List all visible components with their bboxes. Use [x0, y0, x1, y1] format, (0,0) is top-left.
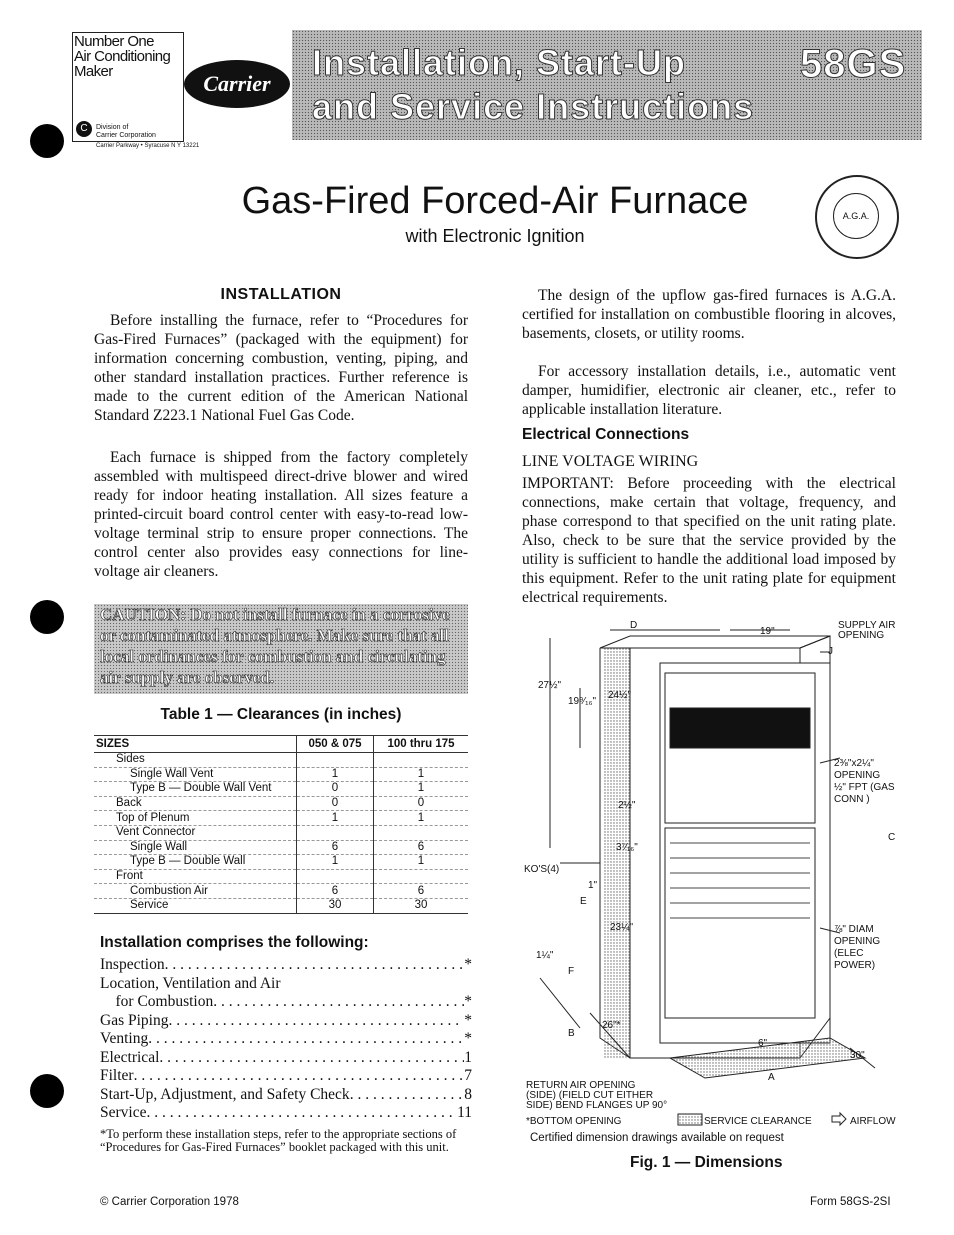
banner-line-2: and Service Instructions — [312, 86, 755, 127]
toc-item: Filter . . . 7 — [100, 1067, 472, 1086]
dim-label: 2⅜"x2¼" — [834, 758, 874, 769]
legend-bottom-opening: *BOTTOM OPENING — [526, 1116, 622, 1127]
table-row: Type B — Double Wall 1 1 — [94, 855, 468, 870]
dim-label: 26"* — [602, 1020, 621, 1031]
maker-text — [74, 34, 182, 79]
furnace-dimension-diagram — [520, 618, 900, 1130]
dim-label: POWER) — [834, 960, 876, 971]
caution-text: CAUTION: Do not install furnace in a corrosive or contaminated atmosphere. Make sure that all local ordinances for combustion and circulating air supply are observed. — [100, 605, 450, 687]
division-text: Division of Carrier Corporation — [96, 124, 156, 139]
line-voltage-heading: LINE VOLTAGE WIRING — [522, 453, 699, 470]
installation-para-2: Each furnace is shipped from the factory completely assembled with multispeed direct-drive blower and wired ready for indoor heating installation. All sizes feature a printed-circuit board control center with easy-to-read low-voltage terminal strip to ensure proper connections. The control center also provides easy connections for line-voltage air cleaners. — [94, 449, 468, 580]
dim-label: 3⁷⁄₁₆" — [616, 842, 638, 853]
punch-hole — [30, 1074, 64, 1108]
toc-item: Start-Up, Adjustment, and Safety Check . . . 8 — [100, 1086, 472, 1105]
design-para: The design of the upflow gas-fired furnaces is A.G.A. certified for installation on combustible flooring in alcoves, basements, closets, or utility rooms. — [522, 287, 896, 342]
dim-label: OPENING — [834, 936, 881, 947]
dim-label: E — [580, 896, 587, 907]
comprises-heading: Installation comprises the following: — [100, 934, 369, 951]
toc-item: Service . . . 11 — [100, 1104, 472, 1123]
title-banner — [292, 30, 922, 140]
toc-list — [100, 956, 472, 1123]
toc-item: Location, Ventilation and Air — [100, 974, 281, 992]
dim-label: C — [888, 832, 896, 843]
copyright: © Carrier Corporation 1978 — [100, 1196, 239, 1208]
dim-label: CONN ) — [834, 794, 870, 805]
maker-line: Maker — [74, 63, 113, 80]
table-row: Service 30 30 — [94, 898, 468, 913]
punch-hole — [30, 124, 64, 158]
electrical-heading: Electrical Connections — [522, 426, 690, 443]
toc-item: Venting . . . * — [100, 1030, 472, 1049]
toc-item: for Combustion . . . * — [100, 993, 472, 1012]
table-row: Single Wall Vent 1 1 — [94, 767, 468, 782]
accessory-para: For accessory installation details, i.e., automatic vent damper, humidifier, electronic air cleaner, etc., refer to applicable installation literature. — [522, 363, 896, 418]
dim-label: 1" — [588, 880, 598, 891]
dim-label: OPENING — [838, 630, 885, 641]
legend-airflow: AIRFLOW — [850, 1116, 896, 1127]
dim-label: J — [828, 646, 833, 657]
dim-label: 19⁹⁄₁₆" — [568, 696, 597, 707]
toc-item: Inspection . . . * — [100, 956, 472, 975]
table-header: 050 & 075 — [297, 736, 374, 753]
important-para: IMPORTANT: Before proceeding with the electrical connections, make certain that voltage, frequency, and phase correspond to that specified on the unit rating plate. Also, check to be sure that the service provided by the utility is sufficient to handle the additional load imposed by this equipment. Refer to the unit rating plate for equipment electrical requirements. — [522, 475, 896, 606]
aga-seal-center: A.G.A. — [833, 193, 879, 239]
dim-label: 30" — [850, 1050, 865, 1061]
dim-label: 23¼" — [610, 922, 634, 933]
dim-label: 2½" — [618, 800, 636, 811]
figure-caption: Fig. 1 — Dimensions — [630, 1154, 783, 1171]
dim-label: SUPPLY AIR — [838, 620, 896, 631]
punch-hole — [30, 600, 64, 634]
dim-label: KO'S(4) — [524, 864, 560, 875]
page-title: Gas-Fired Forced-Air Furnace — [241, 180, 749, 222]
form-number: Form 58GS-2SI — [810, 1196, 891, 1208]
table-row: Top of Plenum 1 1 — [94, 811, 468, 826]
dim-label: D — [630, 620, 638, 631]
dim-label: 24½" — [608, 690, 632, 701]
table-header-row — [94, 736, 468, 753]
toc-item: Electrical . . . 1 — [100, 1049, 472, 1068]
dim-label: ½" FPT (GAS — [834, 782, 895, 793]
table-row: Single Wall 6 6 — [94, 840, 468, 855]
airflow-arrow-icon — [832, 1113, 846, 1125]
table-title: Table 1 — Clearances (in inches) — [160, 706, 402, 723]
dim-label: ⅞" DIAM — [834, 924, 874, 935]
dim-label: OPENING — [834, 770, 881, 781]
table-row: Sides — [94, 753, 468, 768]
dim-label: 6" — [758, 1038, 768, 1049]
dim-label: SIDE) BEND FLANGES UP 90° — [526, 1100, 668, 1111]
table-row: Combustion Air 6 6 — [94, 884, 468, 899]
table-row: Vent Connector — [94, 825, 468, 840]
dim-label: (ELEC — [834, 948, 864, 959]
table-row: Back 0 0 — [94, 796, 468, 811]
legend-service-clearance: SERVICE CLEARANCE — [704, 1116, 812, 1127]
table-header: 100 thru 175 — [374, 736, 469, 753]
cert-note: Certified dimension drawings available on request — [530, 1132, 784, 1144]
dim-label: 1¼" — [536, 950, 554, 961]
table-row: Type B — Double Wall Vent 0 1 — [94, 782, 468, 797]
footnote: *To perform these installation steps, refer to the appropriate sections of “Procedures for Gas-Fired Furnaces” booklet packaged with this unit. — [100, 1127, 457, 1154]
dim-label: F — [568, 966, 575, 977]
installation-heading: INSTALLATION — [220, 286, 342, 303]
address: Carrier Parkway • Syracuse N Y 13221 — [96, 143, 200, 149]
maker-line: Air Conditioning — [74, 48, 171, 65]
installation-para-1: Before installing the furnace, refer to “Procedures for Gas-Fired Furnaces” (packaged with the equipment) for information concerning combustion, venting, piping, and other standard installation practices. Further reference is made to the current edition of the American National Standard Z223.1 National Fuel Gas Code. — [94, 312, 468, 424]
maker-line: Number One — [74, 33, 154, 50]
table-header: SIZES — [94, 736, 297, 753]
dim-label: A — [768, 1072, 775, 1083]
clearances-table — [94, 735, 468, 914]
carrier-logo: Carrier — [184, 60, 290, 108]
control-window — [670, 708, 810, 748]
dim-label: B — [568, 1028, 575, 1039]
page-subtitle: with Electronic Ignition — [405, 226, 585, 246]
dim-label: (SIDE) (FIELD CUT EITHER — [526, 1090, 654, 1101]
dim-label: RETURN AIR OPENING — [526, 1080, 636, 1091]
table-row: Front — [94, 869, 468, 884]
service-clearance-swatch — [678, 1114, 702, 1125]
cabinet-top — [600, 636, 830, 648]
division-icon: C — [76, 121, 92, 137]
dim-label: 27½" — [538, 680, 562, 691]
dim-label: 19" — [760, 626, 775, 637]
model-number: 58GS — [800, 42, 907, 86]
toc-item: Gas Piping . . . * — [100, 1012, 472, 1031]
banner-line-1: Installation, Start-Up — [312, 42, 687, 83]
